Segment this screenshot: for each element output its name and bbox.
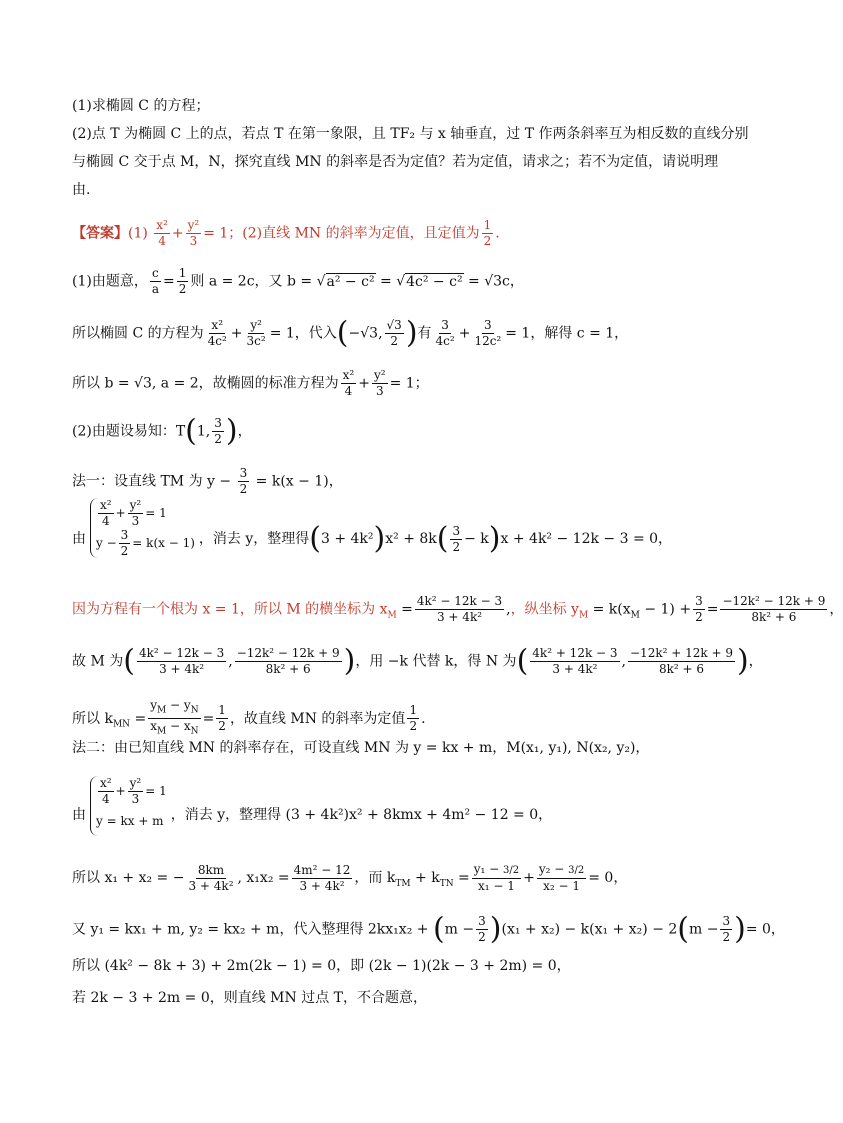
solution-step-4: (2)由题设易知：T(1, $\frac{3}{2}$ )， [72, 413, 252, 449]
question-part-2-line-3: 由. [72, 182, 91, 198]
method-2-substitution: 又 y₁ = kx₁ + m, y₂ = kx₂ + m，代入整理得 2kx₁x₂ + (m − $\frac{3}{2}$ )(x₁ + x₂) − k(x₁ + x₂) − 2(m − $\frac{3}{2}$ )= 0， [72, 911, 785, 947]
method-2-vieta: 所以 x₁ + x₂ = − $\frac{8km}{\text{3 + 4k²}}$ , x₁x₂ = $\frac{\text{4m² − 12}}{\text{3 + 4k²}}$ ，而 $k_{TM} + k_{TN}$ = $\frac{\text{y₁ − 3/2}}{\text{x₁ − 1}}$ + $\frac{\text{y₂ − 3/2}}{\text{x₂ − 1}}$ = 0， [72, 862, 628, 893]
method-1-points: 故 M 为( $\frac{\text{4k² − 12k − 3}}{\text{3 + 4k²}}$ , $\frac{\text{−12k² − 12k + 9}}{\text{8k² + 6}}$ )，用 −k 代替 k，得 N 为( $\frac{\text{4k² + 12k − 3}}{\text{3 + 4k²}}$ , $\frac{\text{−12k² + 12k + 9}}{\text{8k² + 6}}$ )， [72, 643, 763, 679]
method-2-case: 若 2k − 3 + 2m = 0，则直线 MN 过点 T，不合题意， [72, 990, 428, 1006]
solution-step-2: 所以椭圆 C 的方程为 $\frac{\text{x²}}{\text{4c²}}$ + $\frac{\text{y²}}{\text{3c²}}$ = 1，代入(−√3, $\frac{√3}{2}$ )有 $\frac{3}{\text{4c²}}$ + $\frac{3}{\text{12c²}}$ = 1，解得 c = 1， [72, 315, 629, 351]
method-1-system: 由 $\frac{\text{x²}}{4}$ + $\frac{\text{y²}}{3}$ = 1 y − $\frac{3}{2}$ = k(x − 1) ，消去 y，整理得(3 + 4k²)x² + 8k( $\frac{3}{2}$ − k)x + 4k² − 12k − 3 = 0， [72, 497, 673, 558]
solution-step-3: 所以 b = √3, a = 2，故椭圆的标准方程为 $\frac{\text{x²}}{4}$ + $\frac{\text{y²}}{3}$ = 1； [72, 368, 429, 398]
method-2-setup: 法二：由已知直线 MN 的斜率存在，可设直线 MN 为 y = kx + m，M(x₁, y₁), N(x₂, y₂)， [72, 740, 650, 756]
answer-line: 【答案】(1) $\frac{\text{x²}}{4}$ + $\frac{\text{y²}}{3}$ = 1；(2)直线 MN 的斜率为定值，且定值为 $\frac{1}{2}$ . [72, 218, 500, 248]
question-part-1: (1)求椭圆 C 的方程； [72, 98, 210, 114]
solution-step-1: (1)由题意， $\frac{c}{a}$ = $\frac{1}{2}$ 则 a = 2c，又 b = √a² − c² = √4c² − c² = √3c， [72, 266, 524, 296]
question-part-2-line-1: (2)点 T 为椭圆 C 上的点，若点 T 在第一象限，且 TF₂ 与 x 轴垂直，过 T 作两条斜率互为相反数的直线分别 [72, 126, 749, 142]
method-1-roots: 因为方程有一个根为 x = 1，所以 M 的横坐标为 $x_M$ = $\frac{\text{4k² − 12k − 3}}{\text{3 + 4k²}}$ ,，纵坐标 $y_M = k(x_M - 1)$ + $\frac{3}{2}$ = $\frac{\text{−12k² − 12k + 9}}{\text{8k² + 6}}$ ， [72, 594, 843, 624]
method-2-system: 由 $\frac{\text{x²}}{4}$ + $\frac{\text{y²}}{3}$ = 1 y = kx + m ，消去 y，整理得 (3 + 4k²)x² + 8kmx + 4m² − 12 = 0， [72, 794, 734, 836]
answer-tag: 【答案】 [72, 225, 128, 242]
question-part-2-line-2: 与椭圆 C 交于点 M，N，探究直线 MN 的斜率是否为定值？若为定值，请求之；若不为定值，请说明理 [72, 154, 719, 170]
method-1-slope: 所以 $k_{MN}$ = $\frac{y_M - y_N}{x_M - x_N}$ = $\frac{1}{2}$ ，故直线 MN 的斜率为定值 $\frac{1}{2}$ . [72, 698, 426, 737]
method-2-factor: 所以 (4k² − 8k + 3) + 2m(2k − 1) = 0，即 (2k − 1)(2k − 3 + 2m) = 0， [72, 958, 571, 974]
method-1-setup: 法一：设直线 TM 为 y − $\frac{3}{2}$ = k(x − 1)， [72, 466, 343, 496]
